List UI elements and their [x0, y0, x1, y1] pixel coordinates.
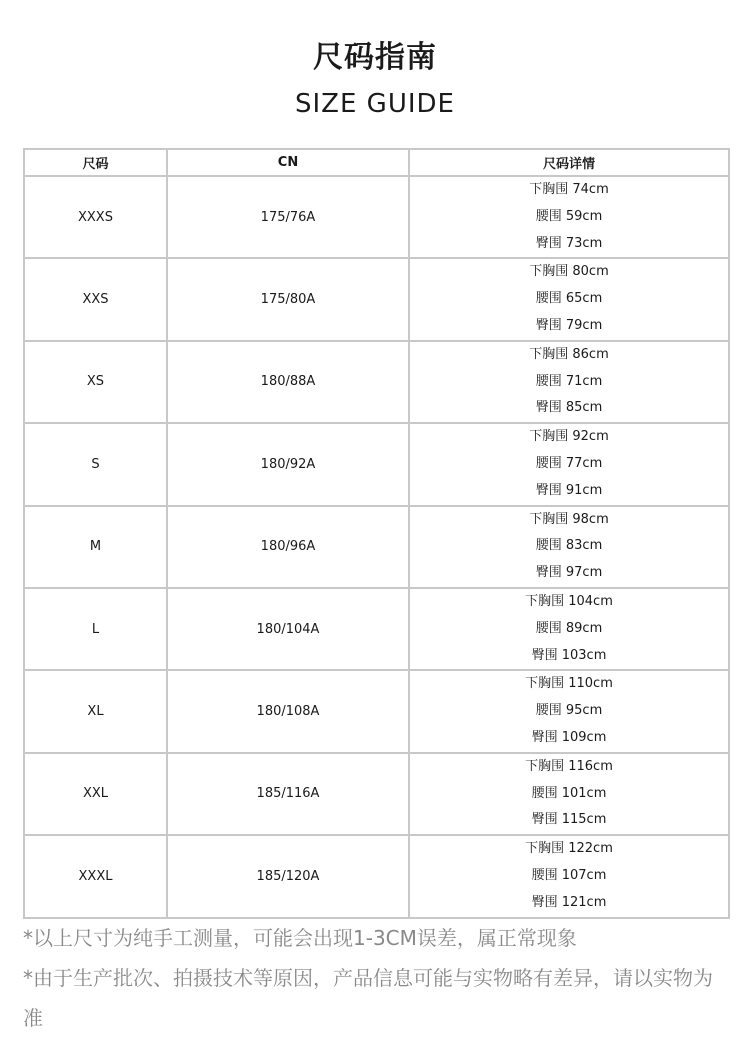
cell-cn: 180/104A — [167, 588, 409, 670]
cell-details — [409, 176, 729, 258]
size-table — [23, 148, 730, 919]
detail-line: 下胸围 80cm — [529, 264, 609, 280]
detail-line: 腰围 101cm — [531, 785, 607, 801]
detail-line: 腰围 83cm — [535, 538, 603, 554]
header-size: 尺码 — [24, 149, 167, 176]
detail-line: 臀围 85cm — [535, 400, 603, 416]
detail-line: 臀围 115cm — [531, 812, 607, 828]
header-cn: CN — [167, 149, 409, 176]
detail-line: 腰围 95cm — [535, 703, 603, 719]
table-row — [24, 753, 729, 835]
detail-line: 臀围 121cm — [531, 894, 607, 910]
cell-size: XXS — [24, 258, 167, 340]
cell-size: XS — [24, 341, 167, 423]
detail-line: 臀围 97cm — [535, 565, 603, 581]
cell-details — [409, 670, 729, 752]
cell-details — [409, 258, 729, 340]
cell-size: XXL — [24, 753, 167, 835]
cell-size: XL — [24, 670, 167, 752]
page-subtitle: SIZE GUIDE — [295, 89, 455, 119]
cell-cn: 175/76A — [167, 176, 409, 258]
detail-line: 臀围 91cm — [535, 482, 603, 498]
cell-size: L — [24, 588, 167, 670]
detail-line: 腰围 71cm — [535, 373, 603, 389]
detail-line: 腰围 107cm — [531, 867, 607, 883]
cell-details — [409, 341, 729, 423]
detail-line: 下胸围 104cm — [525, 593, 613, 609]
cell-size: M — [24, 506, 167, 588]
cell-cn: 180/88A — [167, 341, 409, 423]
table-row — [24, 341, 729, 423]
table-row — [24, 835, 729, 917]
note-line-1: *以上尺寸为纯手工测量，可能会出现1-3CM误差，属正常现象 — [23, 926, 577, 950]
table-row — [24, 423, 729, 505]
detail-line: 下胸围 92cm — [529, 429, 609, 445]
table-row — [24, 258, 729, 340]
detail-line: 臀围 79cm — [535, 317, 603, 333]
cell-size: XXXS — [24, 176, 167, 258]
cell-cn: 175/80A — [167, 258, 409, 340]
cell-cn: 180/92A — [167, 423, 409, 505]
detail-line: 下胸围 74cm — [529, 182, 609, 197]
table-header-row — [24, 149, 729, 176]
detail-line: 下胸围 116cm — [525, 758, 613, 774]
detail-line: 腰围 59cm — [535, 208, 603, 224]
detail-line: 下胸围 110cm — [525, 676, 613, 692]
notes — [23, 918, 728, 1038]
detail-line: 臀围 103cm — [531, 647, 607, 663]
header-details: 尺码详情 — [409, 149, 729, 176]
table-row — [24, 588, 729, 670]
note-line-2: *由于生产批次、拍摄技术等原因，产品信息可能与实物略有差异，请以实物为准 — [23, 966, 713, 1030]
detail-line: 腰围 89cm — [535, 620, 603, 636]
detail-line: 下胸围 122cm — [525, 841, 613, 857]
cell-cn: 180/96A — [167, 506, 409, 588]
cell-cn: 185/120A — [167, 835, 409, 917]
table-row — [24, 176, 729, 258]
cell-details — [409, 423, 729, 505]
table-row — [24, 506, 729, 588]
detail-line: 臀围 109cm — [531, 729, 607, 745]
page-title: 尺码指南 — [313, 40, 437, 75]
detail-line: 下胸围 86cm — [529, 346, 609, 362]
cell-size: XXXL — [24, 835, 167, 917]
detail-line: 腰围 65cm — [535, 291, 603, 307]
cell-details — [409, 506, 729, 588]
cell-details — [409, 753, 729, 835]
cell-details — [409, 588, 729, 670]
cell-size: S — [24, 423, 167, 505]
cell-cn: 180/108A — [167, 670, 409, 752]
detail-line: 臀围 73cm — [535, 235, 603, 251]
table-row — [24, 670, 729, 752]
cell-details — [409, 835, 729, 917]
detail-line: 腰围 77cm — [535, 455, 603, 471]
table-body — [24, 176, 729, 918]
detail-line: 下胸围 98cm — [529, 511, 609, 527]
cell-cn: 185/116A — [167, 753, 409, 835]
